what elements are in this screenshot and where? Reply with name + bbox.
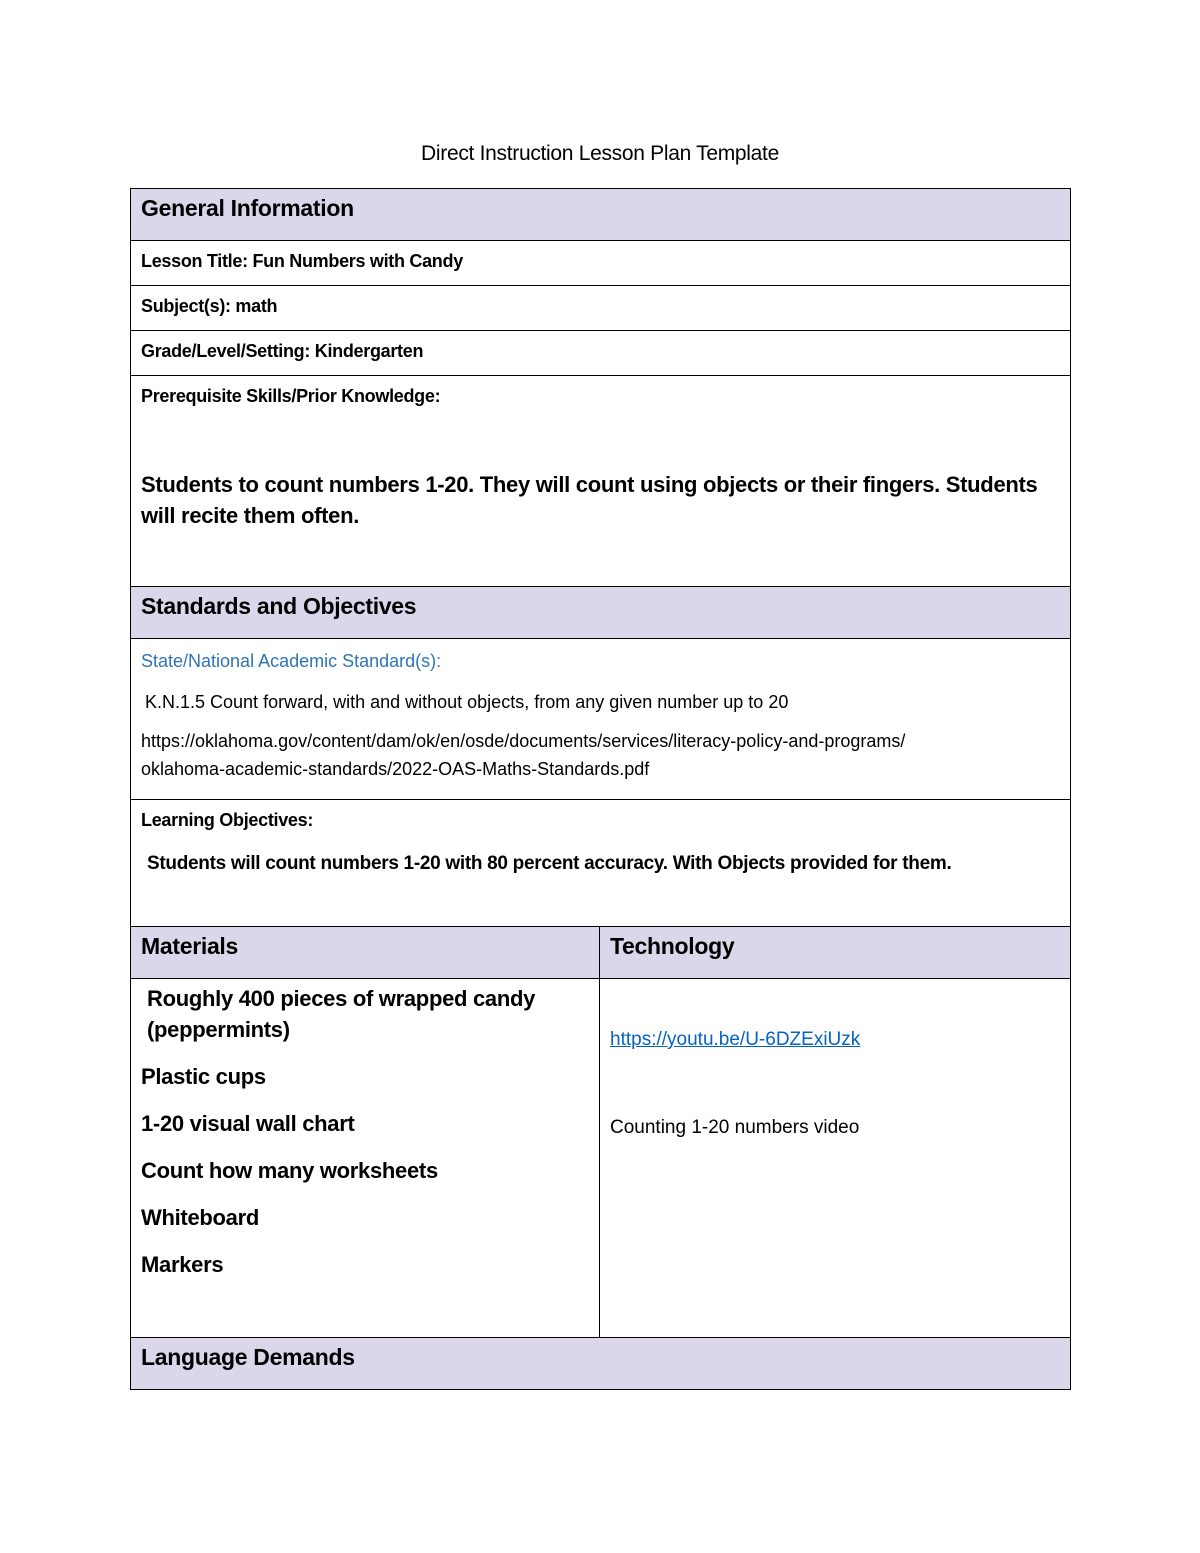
standard-text: K.N.1.5 Count forward, with and without objects, from any given number up to 20 — [145, 692, 789, 712]
standard-url-part-1: https://oklahoma.gov/content/dam/ok/en/osde/documents/services/literacy-policy-and-programs/ — [141, 731, 906, 751]
document-title: Direct Instruction Lesson Plan Template — [421, 142, 779, 165]
list-item: Plastic cups — [141, 1064, 266, 1089]
general-information-header: General Information — [131, 189, 1071, 241]
objectives-cell — [131, 800, 1071, 927]
language-demands-header: Language Demands — [131, 1338, 1071, 1390]
video-link[interactable]: https://youtu.be/U-6DZExiUzk — [610, 1029, 861, 1050]
lesson-title: Lesson Title: Fun Numbers with Candy — [131, 241, 1071, 286]
list-item: Count how many worksheets — [141, 1158, 438, 1183]
standards-objectives-header: Standards and Objectives — [131, 587, 1071, 639]
list-item: Whiteboard — [141, 1205, 259, 1230]
prerequisite-cell — [131, 376, 1071, 587]
list-item: 1-20 visual wall chart — [141, 1111, 355, 1136]
standard-label: State/National Academic Standard(s): — [141, 651, 442, 671]
list-item: Roughly 400 pieces of wrapped candy (peppermints) — [147, 986, 536, 1042]
subjects: Subject(s): math — [131, 286, 1071, 331]
grade-level-setting: Grade/Level/Setting: Kindergarten — [131, 331, 1071, 376]
materials-list — [141, 983, 589, 1280]
lesson-plan-table — [130, 188, 1071, 1390]
technology-header: Technology — [600, 927, 1071, 979]
materials-cell — [131, 979, 600, 1338]
prerequisite-label: Prerequisite Skills/Prior Knowledge: — [141, 386, 441, 406]
standards-cell — [131, 639, 1071, 800]
standard-url-part-2: oklahoma-academic-standards/2022-OAS-Maths-Standards.pdf — [141, 759, 650, 779]
materials-header: Materials — [131, 927, 600, 979]
technology-cell — [600, 979, 1071, 1338]
video-description: Counting 1-20 numbers video — [610, 1117, 860, 1138]
prerequisite-text: Students to count numbers 1-20. They will count using objects or their fingers. Students will recite them often. — [141, 472, 1038, 528]
standard-url — [141, 727, 1060, 783]
objectives-label: Learning Objectives: — [141, 810, 314, 830]
objectives-text: Students will count numbers 1-20 with 80 percent accuracy. With Objects provided for them. — [147, 853, 952, 874]
list-item: Markers — [141, 1252, 224, 1277]
